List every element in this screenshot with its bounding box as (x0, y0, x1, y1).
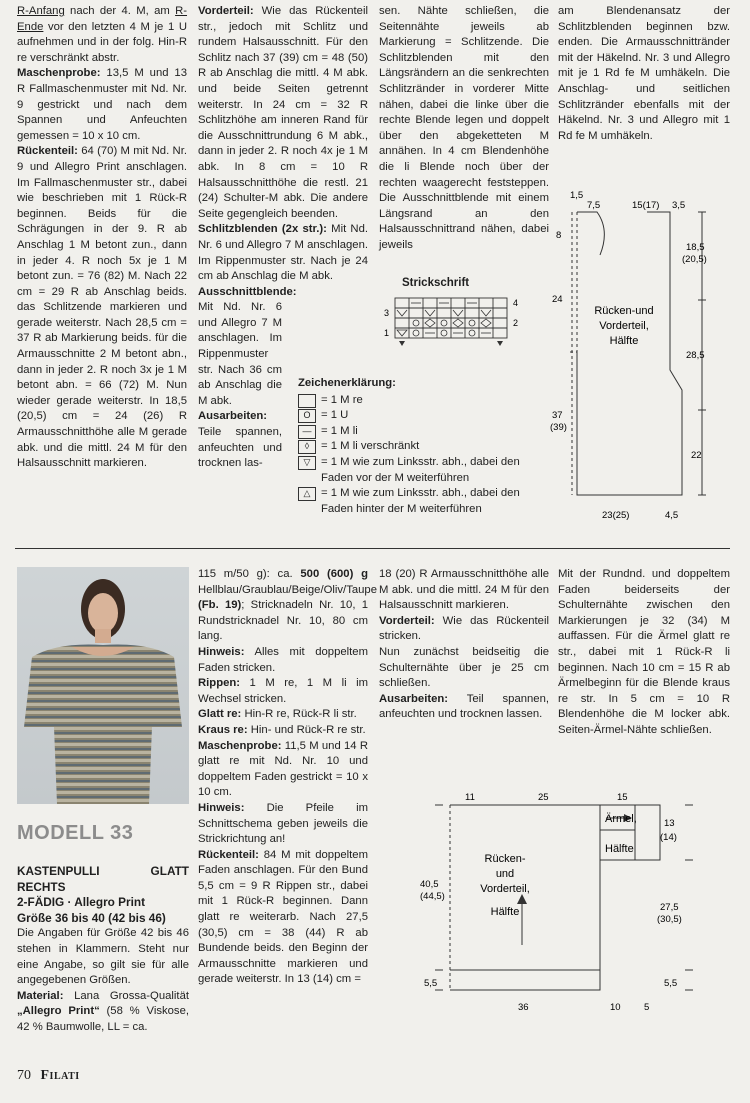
kraus-paragraph: Kraus re: Hin- und Rück-R re str. (198, 723, 366, 736)
schlitz-paragraph: Schlitzblenden (2x str.): Mit Nd. Nr. 6 und Allegro 7 M anschlagen. Im Rippenmuster str. Nach je 24 cm ab Anschlag die M abk. (198, 223, 368, 283)
schema2-left-3: 5,5 (424, 978, 438, 989)
model-photo-illustration (17, 567, 189, 804)
schema2-right-3: 27,5 (660, 902, 679, 913)
column-1-top (17, 4, 187, 472)
vorder-paragraph-2: Vorderteil: Wie das Rückenteil stricken. (379, 614, 549, 643)
legend-symbol-re (298, 394, 316, 408)
schema2-right-4: (30,5) (657, 914, 682, 925)
schema1-bottom-2: 4,5 (665, 510, 679, 521)
glatt-paragraph: Glatt re: Hin-R re, Rück-R li str. (198, 708, 357, 721)
schema1-right-4: 22 (691, 450, 702, 461)
strickschrift-title: Strickschrift (402, 277, 470, 289)
col3-bottom-text-2: Nun zunächst beidseitig die Schulternähte über je 25 cm schließen. (379, 645, 549, 690)
schema1-top-2: 7,5 (587, 200, 601, 211)
strickschrift-row-3: 3 (384, 308, 390, 318)
legend-symbol-li-verschraenkt: ◊ (298, 440, 316, 454)
schema1-top-4: 3,5 (672, 200, 686, 211)
subtitle-2: 2-FÄDIG · Allegro Print (17, 895, 146, 910)
hinweis-2-paragraph: Hinweis: Die Pfeile im Schnittschema geben jeweils die Strickrichtung an! (198, 801, 368, 846)
strickschrift-grid (367, 294, 527, 356)
ausschnitt-paragraph: Ausschnittblende: Mit Nd. Nr. 6 und Allegro 7 M anschlagen. Im Rippenmuster str. Nach 36 cm ab Anschlag die M abk. (198, 285, 297, 407)
hinweis-paragraph: Hinweis: Alles mit doppeltem Faden stricken. (198, 645, 368, 674)
legend-symbol-u: O (298, 409, 316, 423)
schema1-left-1: 8 (556, 230, 562, 241)
schema1-right-3: 28,5 (686, 350, 705, 361)
col3-paragraph: sen. Nähte schließen, die Seitennähte jeweils ab Markierung = Schlitzende. Die Schlitzblenden mit den Längsrändern an die senkrechten Schlitzränder in vorderer Mitte nähen, dabei die linke über die rechte Blende legen und doppelt über den abgeketteten M annähen. In 4 cm Blendenhöhe die li Blende noch über der rechten waagerecht feststeppen. Die Ausschnittblende mit einem Längsrand an den Halsausschnittrand nähen, dabei jeweils (379, 5, 549, 251)
legend-symbol-abheben-hinter: △ (298, 487, 316, 501)
strickschrift-row-2: 2 (513, 318, 519, 328)
column-3-bottom (379, 567, 549, 723)
strickschrift-chart (367, 277, 527, 347)
schema1-left-2: 24 (552, 294, 563, 305)
schema1-right-1: 18,5 (686, 242, 705, 253)
schema2-left-2: (44,5) (420, 891, 445, 902)
schema2-top-1: 11 (465, 792, 475, 803)
schema2-top-2: 25 (538, 792, 549, 803)
schema2-sleeve-2: Hälfte (605, 843, 634, 855)
material-continued: 115 m/50 g): ca. 500 (600) g Hellblau/Graublau/Beige/Oliv/Taupe (Fb. 19); Stricknadeln Nr. 10, 1 Rundstricknadel Nr. 10, 80 cm lang. (198, 568, 377, 643)
schema2-center-4: Hälfte (490, 906, 520, 918)
page-footer (17, 1068, 80, 1084)
legend-symbol-abheben-vor: ▽ (298, 456, 316, 470)
legend (298, 376, 538, 517)
maschenprobe-paragraph-2: Maschenprobe: 11,5 M und 14 R glatt re mit Nd. Nr. 10 und doppeltem Faden gestrickt = 10 x 10 cm. (198, 739, 369, 799)
legend-item: △ = 1 M wie zum Linksstr. abh., dabei den Faden hinter der M weiterführen (298, 486, 538, 517)
column-2-bottom (198, 567, 377, 988)
magazine-name: Filati (40, 1068, 80, 1083)
schema1-bottom-1: 23(25) (602, 510, 630, 521)
legend-item: ▽ = 1 M wie zum Linksstr. abh., dabei den Faden vor der M weiterführen (298, 455, 538, 486)
schema1-center-1: Rücken-und (594, 305, 654, 317)
section-divider (15, 548, 730, 549)
schema1-left-4: (39) (550, 422, 567, 433)
legend-item: — = 1 M li (298, 424, 538, 440)
strickschrift-row-4: 4 (513, 298, 519, 308)
schema2-center-1: Rücken- (484, 853, 526, 865)
schema2-right-2: (14) (660, 832, 677, 843)
legend-item: O = 1 U (298, 408, 538, 424)
schema1-top-3: 15(17) (632, 200, 660, 211)
model-photo (17, 567, 189, 804)
col3-bottom-text-1: 18 (20) R Armausschnitthöhe alle M abk. und die mittl. 24 M für den Halsausschnitt markieren. (379, 568, 549, 612)
ausarb-paragraph: Ausarbeiten: Teile spannen, anfeuchten und trocknen las- (198, 410, 282, 470)
column-1-bottom (17, 864, 189, 1036)
ausarb-paragraph-2: Ausarbeiten: Teil spannen, anfeuchten und trocknen lassen. (379, 692, 550, 721)
schema2-right-5: 5,5 (664, 978, 678, 989)
schnittschema-1 (552, 190, 727, 530)
schema1-top-1: 1,5 (570, 190, 584, 201)
schema2-right-1: 13 (664, 818, 675, 829)
schema2-bottom-2: 10 (610, 1002, 621, 1013)
column-3-top (379, 4, 549, 254)
legend-symbol-li: — (298, 425, 316, 439)
material-paragraph: Material: Lana Grossa-Qualität „Allegro Print“ (58 % Viskose, 42 % Baumwolle, LL = ca. (17, 989, 189, 1033)
strickschrift-row-1: 1 (384, 328, 390, 338)
maschenprobe-paragraph: Maschenprobe: 13,5 M und 13 R Fallmaschenmuster mit Nd. Nr. 9 gestrickt und nach dem Spannen und Anfeuchten gemessen = 10 x 10 cm. (17, 67, 187, 142)
ruecken-paragraph-2: Rückenteil: 84 M mit doppeltem Faden anschlagen. Für den Bund 5,5 cm = 9 R Rippen str., dabei mit 1 Rück-R beginnen. Dann glatt re weiterarb. Nach 27,5 (30,5) cm = 38 (44) R ab Bundende beids. den Beginn der Armausschnitte markieren und gerade weiterstr. In 13 (14) cm = (198, 848, 368, 986)
schema1-center-3: Hälfte (609, 335, 639, 347)
schema2-center-2: und (495, 868, 515, 880)
schnittschema-2 (420, 790, 720, 1035)
legend-title: Zeichenerklärung: (298, 377, 396, 389)
col4-bottom-text: Mit der Rundnd. und doppeltem Faden beiderseits der Schulternähte zwischen den Markierungen je 32 (34) M auffassen. Für die Ärmel glatt re str., dabei mit 1 Rück-R li beginnen. Nach 10 cm = 15 R ab Ärmelbeginn für die Blende kraus re str. In 5 cm = 10 R Blendenhöhe die M locker abk. Seiten-Ärmel-Nähte schließen. (558, 568, 730, 736)
vorder-paragraph: Vorderteil: Wie das Rückenteil str., jedoch mit Schlitz und rundem Halsausschnitt. Für den Schlitz nach 37 (39) cm = 48 (50) R ab Anschlag die mittl. 4 M abk. und beide Seiten getrennt weiterstr. In 24 cm = 32 R Schlitzhöhe am inneren Rand für die Ausschnittrundung 6 M abk., dann in jeder 2. R noch 4x je 1 M abk. In 8 cm = 10 R Halsausschnitthöhe die restl. 21 (24) Schulter-M abk. Die andere Seite gegengleich beenden. (198, 5, 368, 220)
page-number: 70 (17, 1068, 31, 1083)
schema2-left-1: 40,5 (420, 879, 439, 890)
size-text: Die Angaben für Größe 42 bis 46 stehen in Klammern. Steht nur eine Angabe, so gilt sie für alle angegebenen Größen. (17, 927, 189, 987)
intro-paragraph: R-Anfang nach der 4. M, am R-Ende vor den letzten 4 M je 1 U aufnehmen und in der folg. Hin-R re verschränkt abstr. (17, 5, 188, 64)
column-4-bottom (558, 567, 730, 739)
model-title: MODELL 33 (17, 822, 134, 844)
legend-item: ◊ = 1 M li verschränkt (298, 439, 538, 455)
size-line: Größe 36 bis 40 (42 bis 46) (17, 910, 166, 925)
schema2-bottom-3: 5 (644, 1002, 650, 1013)
col4-paragraph: am Blendenansatz der Schlitzblenden beginnen bzw. enden. Die Armausschnittränder mit der Häkelnd. Nr. 3 und Allegro mit je 1 Rd fe M umhäkeln. Die Anschlag- und seitlichen Schlitzränder ebenfalls mit der Häkelnd. Nr. 3 und Allegro mit 1 Rd fe M umhäkeln. (558, 5, 730, 142)
schema1-left-3: 37 (552, 410, 563, 421)
schema2-top-3: 15 (617, 792, 628, 803)
schema2-sleeve-1: Ärmel, (605, 813, 637, 825)
schema1-right-2: (20,5) (682, 254, 707, 265)
column-4-top (558, 4, 730, 144)
legend-item: = 1 M re (298, 393, 538, 409)
ruecken-paragraph: Rückenteil: 64 (70) M mit Nd. Nr. 9 und Allegro Print anschlagen. Im Fallmaschenmuster str., dabei wie beschrieben mit 1 Rück-R beginnen. Beids für die Schrägungen in der 9. R ab Anschlag 1 M betont zun., dann in jeder 4. R noch 5x je 1 M betont zun. = 76 (82) M. Nach 22 cm = 29 R ab Anschlag beids. das Schlitzende markieren und gerade weiterstr. Nach 28,5 cm = 37 R ab Markierung beids. für die Armausschnitte 2 M betont abn., dann in jeder 2. R noch 3x je 1 M betont abn. = 66 (72) M. Nun wieder gerade weiterstr. In 18,5 (20,5) cm = 24 (26) R Armausschnitthöhe alle M gerade abk. und die mittl. 24 M für den Halsausschnitt markieren. (17, 145, 187, 470)
schema2-bottom-1: 36 (518, 1002, 529, 1013)
subtitle-1: KASTENPULLI GLATT RECHTS (17, 864, 189, 894)
schema2-center-3: Vorderteil, (480, 883, 530, 895)
schema1-center-2: Vorderteil, (599, 320, 649, 332)
rippen-paragraph: Rippen: 1 M re, 1 M li im Wechsel stricken. (198, 677, 369, 705)
